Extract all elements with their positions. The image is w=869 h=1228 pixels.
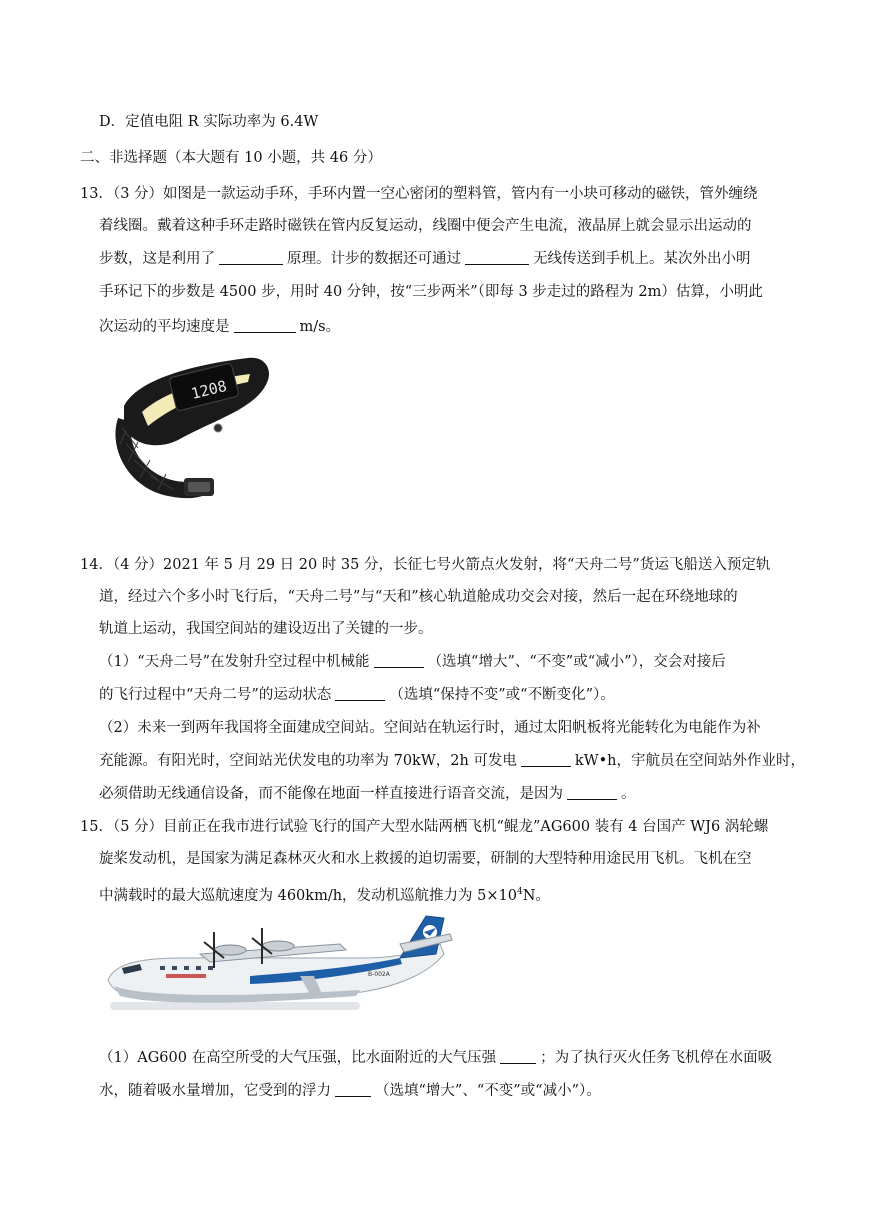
q15-p1-d: （选填“增大”、“不变”或“减小”）。 [375, 1083, 601, 1099]
q13-line-4: 手环记下的步数是 4500 步，用时 40 分钟，按“三步两米”（即每 3 步走过的路程为 2m）估算，小明此 [99, 284, 763, 300]
q14-p2-c: kW•h，宇航员在空间站外作业时， [574, 753, 806, 769]
q15-line-1: 15．（5 分）目前正在我市进行试验飞行的国产大型水陆两栖飞机“鲲龙”AG600 装有 4 台国产 WJ6 涡轮螺 [80, 819, 769, 835]
q15-p1-c: 水，随着吸水量增加，它受到的浮力 [99, 1083, 331, 1099]
q13-l3-c: 无线传送到手机上。某次外出小明 [533, 251, 751, 267]
answer-blank-principle[interactable] [219, 250, 283, 265]
answer-blank-pressure[interactable] [500, 1049, 536, 1064]
q14-part2-line-3 [99, 784, 636, 804]
answer-blank-buoyancy[interactable] [335, 1082, 371, 1097]
answer-blank-energy[interactable] [521, 752, 571, 767]
q14-part2-line-2 [99, 751, 805, 771]
q13-line-1: 13．（3 分）如图是一款运动手环，手环内置一空心密闭的塑料管，管内有一小块可移动的磁铁，管外缠绕 [80, 186, 758, 202]
q14-p1-c: 的飞行过程中“天舟二号”的运动状态 [99, 687, 332, 703]
band-screen-text: 1208 [189, 376, 229, 404]
q14-line-2: 道，经过六个多小时飞行后，“天舟二号”与“天和”核心轨道舱成功交会对接，然后一起在环绕地球的 [99, 589, 738, 605]
q14-p1-d: （选填“保持不变”或“不断变化”）。 [389, 687, 615, 703]
q15-p1-a: （1）AG600 在高空所受的大气压强，比水面附近的大气压强 [99, 1050, 497, 1066]
answer-blank-wireless[interactable] [465, 250, 529, 265]
q13-l5-b: m/s。 [299, 319, 341, 335]
q13-line-5 [99, 317, 340, 337]
answer-blank-motion-state[interactable] [335, 686, 385, 701]
section-heading: 二、非选择题（本大题有 10 小题，共 46 分） [80, 150, 382, 166]
q14-p2-e: 。 [621, 786, 636, 802]
q14-line-1: 14．（4 分）2021 年 5 月 29 日 20 时 35 分，长征七号火箭点火发射，将“天舟二号”货运飞船送入预定轨 [80, 557, 771, 573]
q14-part1-line-2 [99, 685, 615, 705]
answer-blank-reason[interactable] [567, 785, 617, 800]
q14-p1-b: （选填“增大”、“不变”或“减小”），交会对接后 [427, 654, 726, 670]
q14-part1-line-1 [99, 652, 726, 672]
answer-blank-speed[interactable] [234, 318, 296, 333]
q13-l5-a: 次运动的平均速度是 [99, 319, 230, 335]
q15-line-3 [99, 882, 550, 906]
q14-p1-a: （1）“天舟二号”在发射升空过程中机械能 [99, 654, 370, 670]
q15-l3-b: N。 [522, 887, 550, 904]
q12-option-d: D．定值电阻 R 实际功率为 6.4W [99, 114, 319, 130]
ag600-plane-image [100, 914, 460, 1024]
q14-p2-d: 必须借助无线通信设备，而不能像在地面一样直接进行语音交流，是因为 [99, 786, 563, 802]
q15-p1-b: ；为了执行灭火任务飞机停在水面吸 [540, 1050, 773, 1066]
q15-l3-exponent: 4 [516, 887, 523, 897]
q13-line-2: 着线圈。戴着这种手环走路时磁铁在管内反复运动，线圈中便会产生电流，液晶屏上就会显示出运动的 [99, 218, 752, 234]
q15-part1-line-1 [99, 1048, 772, 1068]
q13-line-3 [99, 249, 751, 269]
answer-blank-mech-energy[interactable] [374, 653, 424, 668]
q15-line-2: 旋桨发动机，是国家为满足森林灭火和水上救援的迫切需要，研制的大型特种用途民用飞机。飞机在空 [99, 851, 752, 867]
q15-l3-a: 中满载时的最大巡航速度为 460km/h，发动机巡航推力为 5×10 [99, 887, 517, 904]
q14-p2-b: 充能源。有阳光时，空间站光伏发电的功率为 70kW，2h 可发电 [99, 753, 517, 769]
q14-part2-line-1: （2）未来一到两年我国将全面建成空间站。空间站在轨运行时，通过太阳帆板将光能转化为电能作为补 [99, 720, 761, 736]
q13-l3-b: 原理。计步的数据还可通过 [287, 251, 461, 267]
q15-part1-line-2 [99, 1081, 601, 1101]
plane-registration: B-002A [368, 971, 390, 978]
fitness-band-image [98, 348, 278, 508]
q14-line-3: 轨道上运动，我国空间站的建设迈出了关键的一步。 [99, 621, 433, 637]
q13-l3-a: 步数，这是利用了 [99, 251, 215, 267]
